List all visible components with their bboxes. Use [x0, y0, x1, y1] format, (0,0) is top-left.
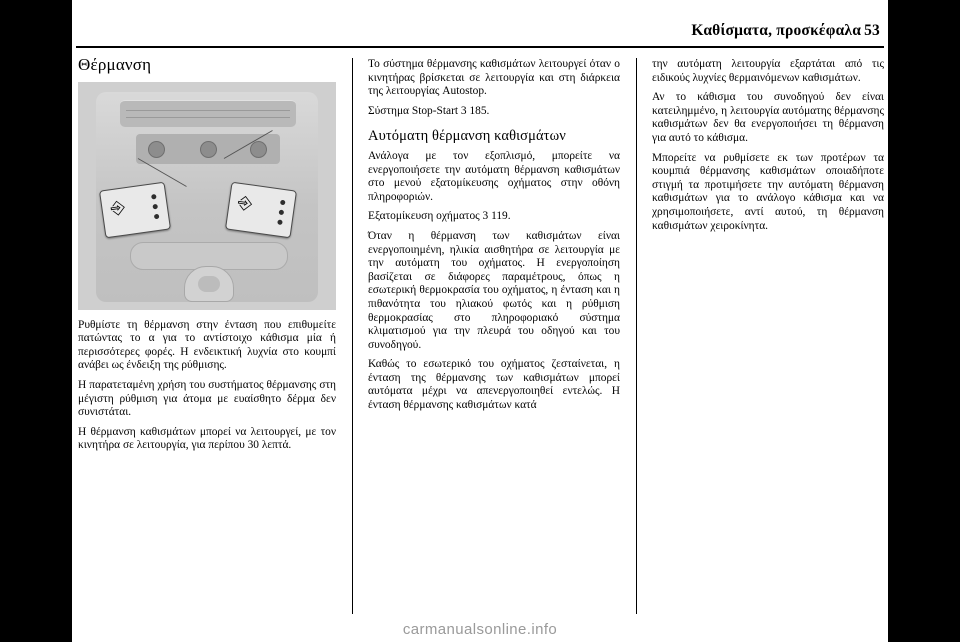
heated-seat-button-right	[225, 181, 297, 238]
air-vent	[120, 100, 296, 127]
paragraph: Ρυθμίστε τη θέρμανση στην ένταση που επιθυμείτε πατώντας το α για το αντίστοιχο κάθισμα μία ή περισσότερες φορές. Η ενδεικτική λυχνία στο κουμπί ανάβει ως ένδειξη της ρύθμισης.	[78, 318, 336, 372]
indicator-led-2	[152, 203, 158, 209]
indicator-led-2	[279, 209, 285, 215]
knob-icon-right	[250, 141, 267, 158]
cross-reference: Εξατομίκευση οχήματος 3 119.	[368, 210, 511, 223]
subsection-title-auto-heating: Αυτόματη θέρμανση καθισμάτων	[368, 128, 566, 145]
indicator-led-1	[151, 194, 157, 200]
heated-seat-icon: ⎆	[236, 191, 254, 215]
paragraph: Η παρατεταμένη χρήση του συστήματος θέρμανσης στη μέγιστη ρύθμιση για άτομα με ευαίσθητο δέρμα δεν συνιστάται.	[78, 378, 336, 419]
console-illustration	[78, 82, 336, 310]
paragraph: Καθώς το εσωτερικό του οχήματος ζεσταίνεται, η ένταση της θέρμανσης των καθισμάτων μπορεί αυτόματα μέχρι να απενεργοποιηθεί εντελώς. Η ένταση θέρμανσης καθισμάτων κατά	[368, 358, 620, 412]
paragraph: Μπορείτε να ρυθμίσετε εκ των προτέρων τα κουμπιά θέρμανσης καθισμάτων οποιαδήποτε στιγμή τα προτιμήσετε την αυτόματη θέρμανση καθισμάτων για το ανάλογο κάθισμα και να χρησιμοποιήσετε, αντί αυτού, τη θέρμανση καθισμάτων χειροκίνητα.	[652, 151, 884, 232]
knob-icon-left	[148, 141, 165, 158]
heated-seat-icon: ⎆	[109, 196, 127, 219]
page-right-edge-bar	[888, 0, 960, 642]
column-1	[78, 55, 336, 459]
heated-seat-button-left	[99, 181, 171, 238]
knob-icon-center	[200, 141, 217, 158]
column-divider-2	[636, 58, 637, 614]
paragraph: Η θέρμανση καθισμάτων μπορεί να λειτουργεί, με τον κινητήρα σε λειτουργία, για περίπου 30 λεπτά.	[78, 425, 336, 452]
gear-shifter	[184, 266, 234, 302]
paragraph: Ανάλογα με τον εξοπλισμό, μπορείτε να ενεργοποιήσετε την αυτόματη θέρμανση καθισμάτων στο μενού εξατομίκευσης οχήματος στην οθόνη πληροφοριών.	[368, 149, 620, 203]
paragraph: Αν το κάθισμα του συνοδηγού δεν είναι κατειλημμένο, η λειτουργία αυτόματης θέρμανσης καθισμάτων δεν θα ενεργοποιήσει τη θέρμανση για αυτό το κάθισμα.	[652, 91, 884, 144]
column-divider-1	[352, 58, 353, 614]
indicator-led-3	[154, 213, 160, 219]
paragraph: Το σύστημα θέρμανσης καθισμάτων λειτουργεί όταν ο κινητήρας βρίσκεται σε λειτουργία και στη διάρκεια της λειτουργίας Autostop.	[368, 58, 620, 98]
page-left-edge-bar	[0, 0, 72, 642]
column-3	[652, 58, 884, 239]
page-number: 53	[864, 22, 880, 39]
header-divider	[76, 46, 884, 48]
cross-reference: Σύστημα Stop-Start 3 185.	[368, 104, 490, 117]
indicator-led-3	[277, 219, 283, 225]
header-title: Καθίσματα, προσκέφαλα	[691, 22, 862, 39]
indicator-led-1	[280, 199, 286, 205]
paragraph: Όταν η θέρμανση των καθισμάτων είναι ενεργοποιημένη, ηλικία αισθητήρα σε λειτουργία με την αυτόματη του οχήματος. Η ενεργοποίηση βασίζεται σε διάφορες παραμέτρους, όπως η εσωτερική θερμοκρασία του οχήματος, η ένταση και η πιθανότητα του ηλιακού φωτός και η ρύθμιση θερμοκρασίας στο πληροφοριακό σύστημα κλιματισμού για την πλευρά του οδηγού και του συνοδηγού.	[368, 229, 620, 351]
paragraph: την αυτόματη λειτουργία εξαρτάται από τις ειδικούς λυχνίες θερμαινόμενων καθισμάτων.	[652, 58, 884, 84]
page-sheet	[72, 0, 888, 642]
footer-watermark: carmanualsonline.info	[402, 621, 558, 638]
column-2	[368, 58, 620, 419]
page-header	[72, 22, 888, 40]
section-title-heating: Θέρμανση	[78, 55, 152, 74]
